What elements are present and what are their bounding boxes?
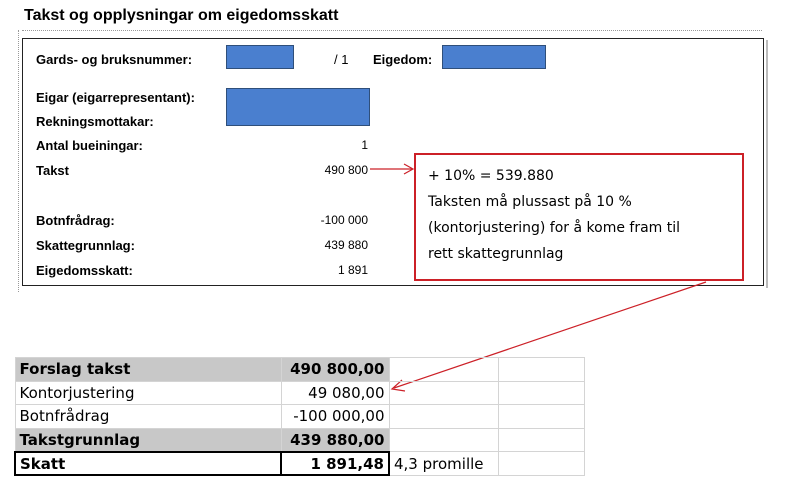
grunnlag-label: Skattegrunnlag: <box>36 238 135 253</box>
sheet-cell-label: Forslag takst <box>15 358 281 382</box>
sheet-cell-value: 1 891,48 <box>281 452 389 476</box>
sheet-cell-note: 4,3 promille <box>389 452 498 476</box>
sheet-cell-note <box>389 428 498 452</box>
rekning-label: Rekningsmottakar: <box>36 114 154 129</box>
callout-line-2: Taksten må plussast på 10 % <box>428 194 632 210</box>
callout-line-3: (kontorjustering) for å kome fram til <box>428 220 681 236</box>
sheet-cell-value: 49 080,00 <box>281 381 389 405</box>
sheet-cell-label: Skatt <box>15 452 281 476</box>
sheet-cell-empty <box>498 358 584 382</box>
sheet-cell-label: Kontorjustering <box>15 381 281 405</box>
gards-separator: / 1 <box>334 52 349 67</box>
callout-line-1: + 10% = 539.880 <box>428 168 554 184</box>
tax-spreadsheet <box>14 357 585 476</box>
antal-value: 1 <box>361 138 368 152</box>
takst-label: Takst <box>36 163 69 178</box>
sheet-cell-empty <box>498 452 584 476</box>
sheet-cell-note <box>389 381 498 405</box>
sheet-cell-note <box>389 405 498 429</box>
sheet-cell-label: Botnfrådrag <box>15 405 281 429</box>
sheet-row-forslag <box>15 358 584 382</box>
eigar-label: Eigar (eigarrepresentant): <box>36 90 195 105</box>
antal-label: Antal bueiningar: <box>36 138 143 153</box>
skatt-label: Eigedomsskatt: <box>36 263 133 278</box>
grunnlag-value: 439 880 <box>324 238 368 252</box>
sheet-cell-value: 490 800,00 <box>281 358 389 382</box>
sheet-cell-empty <box>498 428 584 452</box>
skatt-value: 1 891 <box>337 263 368 277</box>
callout-line-4: rett skattegrunnlag <box>428 246 564 262</box>
botn-value: -100 000 <box>320 213 368 227</box>
takst-value: 490 800 <box>324 163 368 177</box>
sheet-row-skatt <box>15 452 584 476</box>
sheet-row-kontorjustering <box>15 381 584 405</box>
botn-label: Botnfrådrag: <box>36 213 115 228</box>
eigedom-label: Eigedom: <box>373 52 433 67</box>
page-title: Takst og opplysningar om eigedomsskatt <box>24 7 339 24</box>
gards-label: Gards- og bruksnummer: <box>36 52 193 67</box>
sheet-cell-label: Takstgrunnlag <box>15 428 281 452</box>
sheet-cell-value: 439 880,00 <box>281 428 389 452</box>
sheet-cell-empty <box>498 381 584 405</box>
sheet-cell-empty <box>498 405 584 429</box>
sheet-row-takstgrunnlag <box>15 428 584 452</box>
sheet-cell-note <box>389 358 498 382</box>
sheet-cell-value: -100 000,00 <box>281 405 389 429</box>
sheet-row-botnfradrag <box>15 405 584 429</box>
